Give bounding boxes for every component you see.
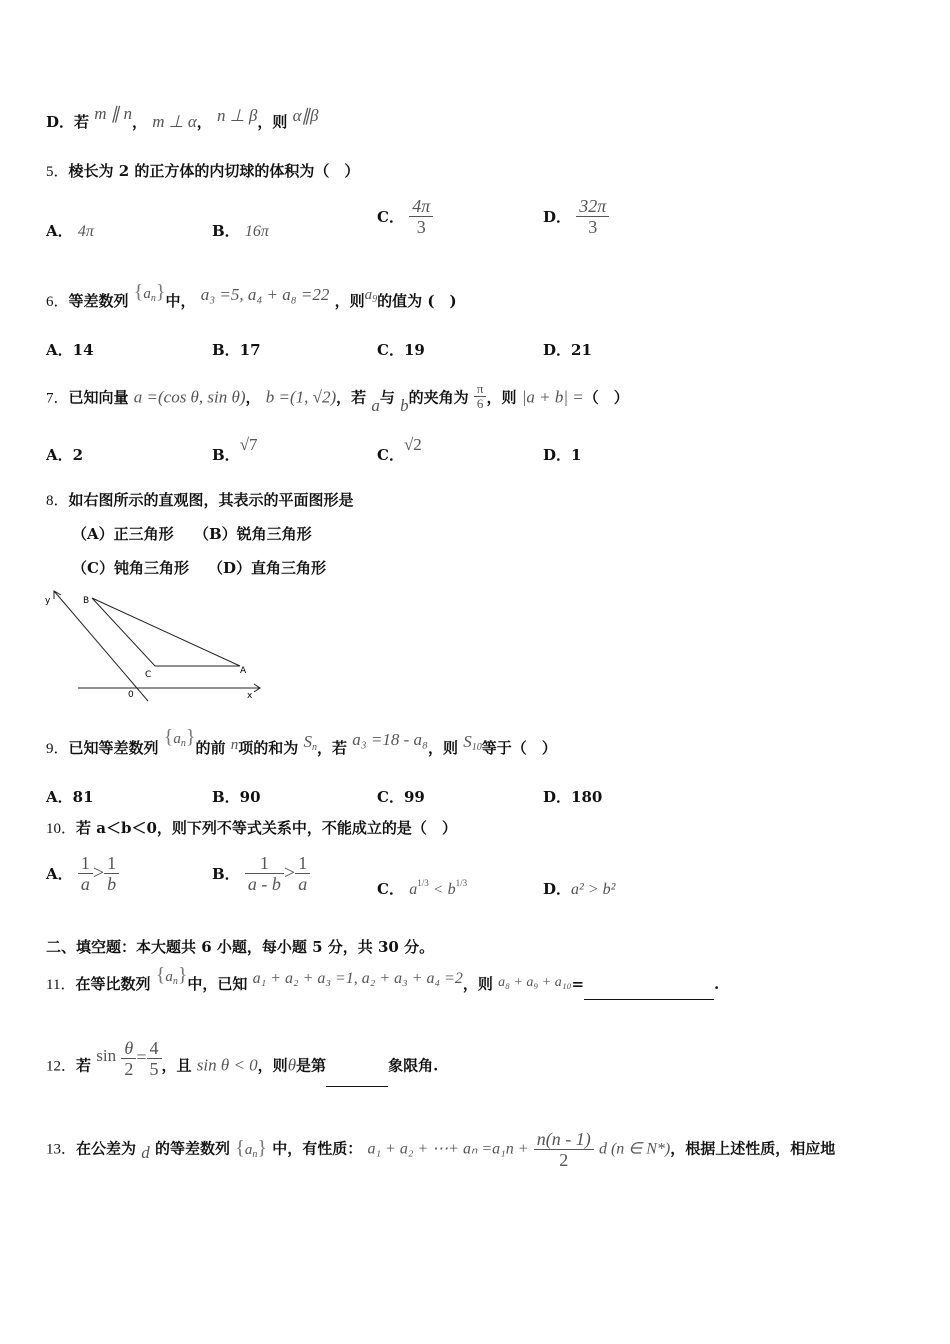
option-b: B． 16π xyxy=(212,222,269,240)
option-d-line: D．若 m ∥ n， m ⊥ α， n ⊥ β，则 α∥β xyxy=(46,104,319,131)
section-title: 二、填空题：本大题共 6 小题，每小题 5 分，共 30 分。 xyxy=(46,938,435,956)
option-label: D．若 xyxy=(46,113,90,131)
option-d: D．21 xyxy=(543,341,592,359)
question-6: 6．等差数列 $\{a_n\}$中， a₃ =5, a₄ + a₈ =22 ，则$a_9$的值为 ( ) xyxy=(46,281,457,310)
math-expr: m ∥ n xyxy=(94,104,133,123)
choice-a: （A）正三角形 xyxy=(72,525,174,543)
option-a: A． 4π xyxy=(46,222,94,240)
label-a: A xyxy=(240,666,247,676)
option-d: D．1 xyxy=(543,446,582,464)
option-b: B．17 xyxy=(212,341,261,359)
math-expr: b =(1, √2) xyxy=(265,387,337,407)
question-5: 5．棱长为 2 的正方体的内切球的体积为（ ） xyxy=(46,162,360,180)
question-13: 13．在公差为 d 的等差数列 $\{a_n\}$ 中，有性质： a₁ + a₂ + ⋯+ aₙ =a₁n + $\frac{n(n - 1)}{2}$ d (n ∈ N*)，根据上述性质，相应地 xyxy=(46,1129,836,1170)
option-c: C．√2 xyxy=(377,435,422,464)
choice-d: （D）直角三角形 xyxy=(208,559,327,577)
label-y: y xyxy=(45,596,51,606)
oblique-figure xyxy=(40,585,270,705)
answer-blank[interactable] xyxy=(584,999,714,1000)
label-x: x xyxy=(247,691,253,701)
math-expr: a₁ + a₂ + ⋯+ aₙ =a₁n + xyxy=(367,1140,529,1158)
option-d: D． $\frac{32\pi}{3}$ xyxy=(543,196,609,237)
math-expr: a₃ =5, a₄ + a₈ =22 xyxy=(200,285,330,304)
option-c: C． $a^{1/3} < b^{1/3}$ xyxy=(377,878,468,898)
question-8: 8．如右图所示的直观图，其表示的平面图形是 xyxy=(46,491,354,509)
math-expr: a₈ + a₉ + a₁₀ xyxy=(498,975,572,990)
math-expr: n ⊥ β xyxy=(217,106,258,125)
triangle-abc xyxy=(92,598,240,666)
choice-c: （C）钝角三角形 xyxy=(72,559,189,577)
question-12: 12．若 sin $\frac{\theta}{2}$ = $\frac{4}{5}$ ，且 sin θ < 0，则θ是第 象限角. xyxy=(46,1046,438,1087)
question-text: 棱长为 2 的正方体的内切球的体积为（ ） xyxy=(68,162,360,180)
math-expr: a =(cos θ, sin θ) xyxy=(133,387,246,407)
question-11: 11．在等比数列 $\{a_n\}$中，已知 a₁ + a₂ + a₃ =1, a₂ + a₃ + a₄ =2，则 a₈ + a₉ + a₁₀= . xyxy=(46,973,719,1000)
label-c: C xyxy=(145,670,152,680)
question-9: 9．已知等差数列 $\{a_n\}$的前 n项的和为 $S_n$，若 a₃ =18 - a₈，则 $S_{10}$等于（ ） xyxy=(46,726,557,757)
choice-b: （B）锐角三角形 xyxy=(194,525,312,543)
math-expr: sin θ < 0 xyxy=(196,1055,258,1075)
option-b: B． $\frac{1}{a - b}$ > $\frac{1}{a}$ xyxy=(212,853,310,894)
math-expr: |a + b| = xyxy=(521,387,584,407)
option-d: D．a² > b² xyxy=(543,880,616,898)
question-10: 10．若 a＜b＜0，则下列不等式关系中，不能成立的是（ ） xyxy=(46,819,457,837)
option-a: A． $\frac{1}{a}$ > $\frac{1}{b}$ xyxy=(46,853,119,894)
option-b: B．90 xyxy=(212,788,261,806)
option-d: D．180 xyxy=(543,788,603,806)
math-expr: m ⊥ α xyxy=(152,112,197,131)
answer-blank[interactable] xyxy=(326,1086,388,1087)
option-c: C．19 xyxy=(377,341,425,359)
option-c: C．99 xyxy=(377,788,425,806)
math-expr: d (n ∈ N*) xyxy=(598,1140,671,1158)
label-b: B xyxy=(83,596,90,606)
option-a: A．14 xyxy=(46,341,94,359)
math-expr: a₁ + a₂ + a₃ =1, a₂ + a₃ + a₄ =2 xyxy=(252,970,463,987)
option-b: B．√7 xyxy=(212,435,258,464)
math-expr: α∥β xyxy=(292,106,319,125)
math-expr: a₃ =18 - a₈ xyxy=(352,730,428,749)
label-origin: 0 xyxy=(128,690,134,700)
option-a: A．2 xyxy=(46,446,84,464)
question-7: 7．已知向量 a =(cos θ, sin θ)， b =(1, √2)，若 a与 b的夹角为 $\frac{\pi}{6}$ ，则 |a + b| =（ ） xyxy=(46,381,629,415)
option-c: C． $\frac{4\pi}{3}$ xyxy=(377,196,433,237)
option-a: A．81 xyxy=(46,788,94,806)
